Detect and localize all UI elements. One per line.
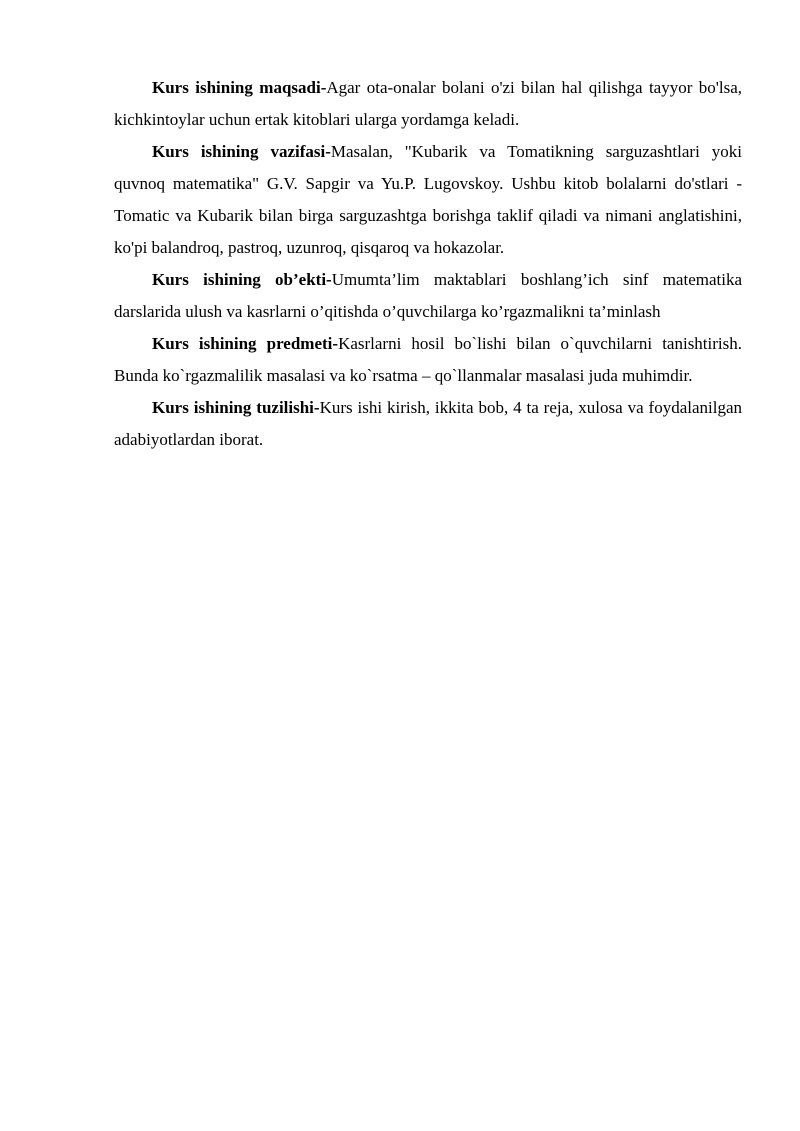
paragraph-predmeti [114, 328, 742, 392]
paragraph-obekti [114, 264, 742, 328]
paragraph-heading: Kurs ishining vazifasi- [152, 142, 331, 161]
paragraph-text: Kurs ishi kirish, ikkita bob, 4 ta reja, xulosa va foydalanilgan adabiyotlardan iborat. [114, 398, 742, 449]
paragraph-vazifasi [114, 136, 742, 264]
paragraph-text: Kasrlarni hosil bo`lishi bilan o`quvchilarni tanishtirish. Bunda ko`rgazmalilik masalasi va ko`rsatma – qo`llanmalar masalasi juda muhimdir. [114, 334, 743, 385]
paragraph-maqsadi [114, 72, 742, 136]
paragraph-tuzilishi [114, 392, 742, 456]
document-page [114, 72, 742, 456]
paragraph-heading: Kurs ishining ob’ekti- [152, 270, 332, 289]
paragraph-text: Umumta’lim maktablari boshlang’ich sinf matematika darslarida ulush va kasrlarni o’qitishda o’quvchilarga ko’rgazmalikni ta’minlash [114, 270, 743, 321]
paragraph-heading: Kurs ishining maqsadi- [152, 78, 327, 97]
paragraph-text: Agar ota-onalar bolani o'zi bilan hal qilishga tayyor bo'lsa, kichkintoylar uchun ertak kitoblari ularga yordamga keladi. [114, 78, 742, 129]
paragraph-heading: Kurs ishining tuzilishi- [152, 398, 320, 417]
paragraph-text: Masalan, "Kubarik va Tomatikning sarguzashtlari yoki quvnoq matematika" G.V. Sapgir va Yu.P. Lugovskoy. Ushbu kitob bolalarni do'stlari - Tomatic va Kubarik bilan birga sarguzashtga borishga taklif qiladi va nimani anglatishini, ko'pi balandroq, pastroq, uzunroq, qisqaroq va hokazolar. [114, 142, 742, 257]
paragraph-heading: Kurs ishining predmeti- [152, 334, 339, 353]
